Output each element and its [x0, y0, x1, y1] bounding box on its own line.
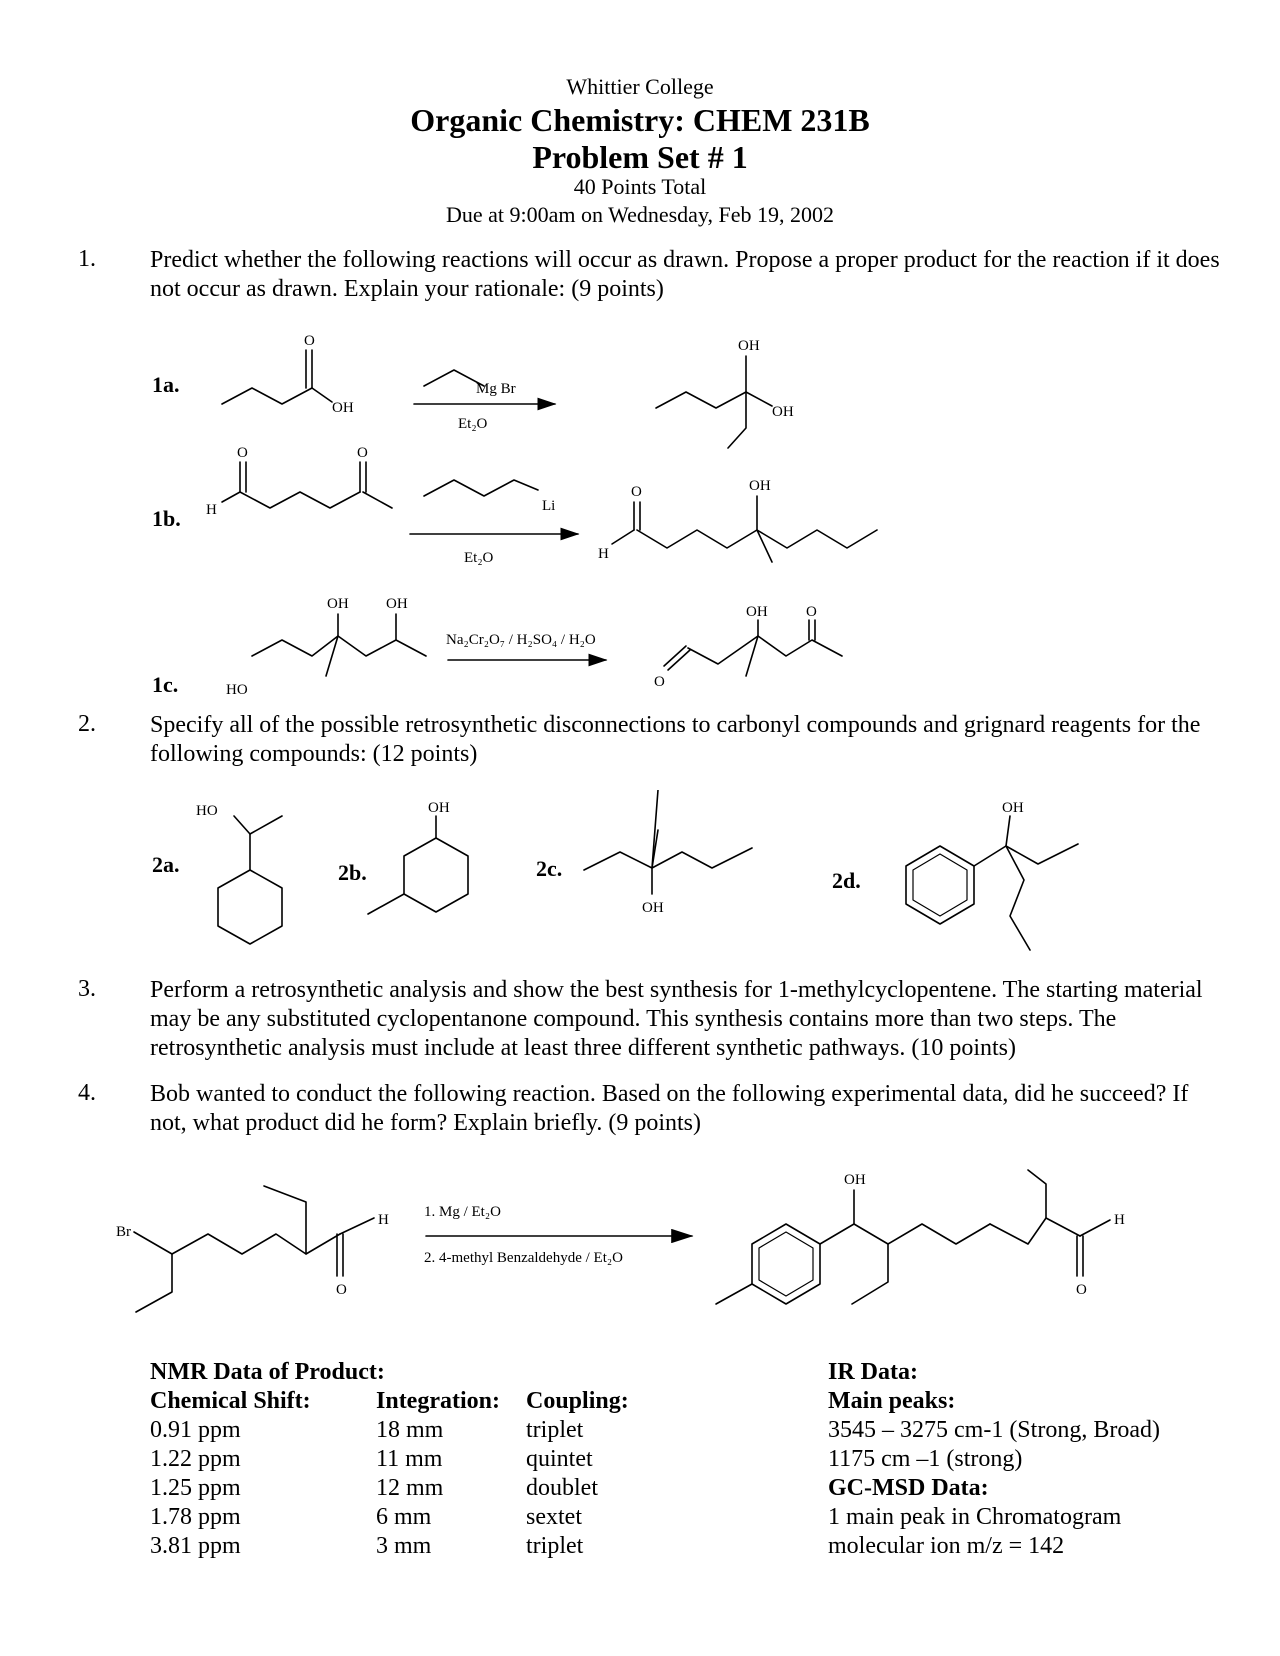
label-1c: 1c.	[152, 672, 179, 697]
structure-1b-reactant	[206, 445, 392, 518]
ho-label: HO	[196, 803, 218, 819]
oh-label: OH	[738, 338, 760, 354]
ho-label: HO	[226, 682, 248, 698]
problem-set-title: Problem Set # 1	[532, 139, 748, 175]
question-1-structures	[0, 330, 1280, 710]
structure-1c-product	[654, 604, 842, 690]
nmr-integration-3: 12 mm	[376, 1475, 444, 1501]
h-label: H	[378, 1212, 389, 1228]
oh-label: OH	[746, 604, 768, 620]
gc-line-2: molecular ion m/z = 142	[828, 1533, 1065, 1559]
question-2-structures	[0, 790, 1280, 960]
gc-title: GC-MSD Data:	[828, 1475, 989, 1501]
solvent-label: Et₂O	[464, 550, 494, 566]
oh-label: OH	[749, 478, 771, 494]
oh-label: OH	[772, 404, 794, 420]
structure-1a-reactant	[222, 333, 354, 416]
nmr-header-integration: Integration:	[376, 1388, 500, 1414]
oh-label: OH	[327, 596, 349, 612]
oxygen-label: O	[654, 674, 665, 690]
question-2-number: 2.	[78, 711, 96, 737]
oxygen-label: O	[1076, 1282, 1087, 1298]
question-4-structures	[0, 1140, 1280, 1320]
lithium-label: Li	[542, 498, 556, 514]
oxygen-label: O	[806, 604, 817, 620]
question-4-number: 4.	[78, 1080, 96, 1106]
structure-1b-reagent	[410, 480, 578, 566]
h-label: H	[1114, 1212, 1125, 1228]
grignard-label: Mg Br	[476, 381, 516, 397]
oxygen-label: O	[631, 484, 642, 500]
nmr-title: NMR Data of Product:	[150, 1359, 385, 1385]
structure-2d	[906, 800, 1078, 950]
nmr-shift-5: 3.81 ppm	[150, 1533, 241, 1559]
structure-1a-product	[656, 338, 794, 448]
nmr-coupling-1: triplet	[526, 1417, 584, 1443]
ir-title: IR Data:	[828, 1359, 918, 1385]
points-total: 40 Points Total	[573, 174, 707, 199]
nmr-integration-4: 6 mm	[376, 1504, 432, 1530]
nmr-integration-5: 3 mm	[376, 1533, 432, 1559]
nmr-header-shift: Chemical Shift:	[150, 1388, 311, 1414]
nmr-shift-4: 1.78 ppm	[150, 1504, 241, 1530]
nmr-shift-3: 1.25 ppm	[150, 1475, 241, 1501]
gc-line-1: 1 main peak in Chromatogram	[828, 1504, 1122, 1530]
nmr-coupling-5: triplet	[526, 1533, 584, 1559]
structure-1c-reagent	[446, 632, 606, 660]
oh-label: OH	[844, 1172, 866, 1188]
oxygen-label: O	[357, 445, 368, 461]
ir-peak-1: 3545 – 3275 cm-1 (Strong, Broad)	[828, 1417, 1160, 1443]
structure-4-product	[716, 1170, 1125, 1304]
label-2c: 2c.	[536, 856, 563, 881]
nmr-integration-1: 18 mm	[376, 1417, 444, 1443]
oxygen-label: O	[237, 445, 248, 461]
label-2a: 2a.	[152, 852, 180, 877]
label-1a: 1a.	[152, 372, 180, 397]
question-3-text: Perform a retrosynthetic analysis and show the best synthesis for 1-methylcyclopentene. The starting material may be any substituted cyclopentanone compound. This synthesis contains more than two steps. The retrosynthetic analysis must include at least three different synthetic pathways. (10 points)	[150, 977, 1203, 1061]
oxygen-label: O	[336, 1282, 347, 1298]
structure-2c	[584, 790, 752, 916]
nmr-coupling-2: quintet	[526, 1446, 593, 1472]
ir-peak-2: 1175 cm –1 (strong)	[828, 1446, 1023, 1472]
oh-label: OH	[428, 800, 450, 816]
label-2d: 2d.	[832, 868, 861, 893]
nmr-shift-2: 1.22 ppm	[150, 1446, 241, 1472]
question-2-text: Specify all of the possible retrosynthetic disconnections to carbonyl compounds and grignard reagents for the following compounds: (12 points)	[150, 712, 1201, 767]
nmr-shift-1: 0.91 ppm	[150, 1417, 241, 1443]
structure-1a-reagent	[414, 370, 555, 432]
oxidant-label: Na₂Cr₂O₇ / H₂SO₄ / H₂O	[446, 632, 596, 648]
oh-label: OH	[1002, 800, 1024, 816]
ir-main-peaks: Main peaks:	[828, 1388, 956, 1414]
structure-2a	[196, 803, 282, 944]
college-name: Whittier College	[566, 74, 714, 99]
question-3-number: 3.	[78, 976, 96, 1002]
due-date: Due at 9:00am on Wednesday, Feb 19, 2002	[445, 202, 835, 227]
step-1-label: 1. Mg / Et₂O	[424, 1204, 501, 1220]
oh-label: OH	[386, 596, 408, 612]
nmr-coupling-4: sextet	[526, 1504, 582, 1530]
oh-label: OH	[642, 900, 664, 916]
bromine-label: Br	[116, 1224, 131, 1240]
nmr-coupling-3: doublet	[526, 1475, 598, 1501]
structure-2b	[368, 800, 468, 914]
structure-1c-reactant	[226, 596, 426, 698]
question-4-text: Bob wanted to conduct the following reaction. Based on the following experimental data, did he succeed? If not, what product did he form? Explain briefly. (9 points)	[150, 1081, 1189, 1136]
step-2-label: 2. 4-methyl Benzaldehyde / Et₂O	[424, 1250, 623, 1266]
question-1-number: 1.	[78, 246, 96, 272]
nmr-header-coupling: Coupling:	[526, 1388, 629, 1414]
question-1-text: Predict whether the following reactions will occur as drawn. Propose a proper product for the reaction if it does not occur as drawn. Explain your rationale: (9 points)	[150, 247, 1220, 302]
solvent-label: Et₂O	[458, 416, 488, 432]
label-2b: 2b.	[338, 860, 367, 885]
course-title: Organic Chemistry: CHEM 231B	[410, 102, 870, 138]
h-label: H	[206, 502, 217, 518]
structure-4-reactant	[116, 1186, 389, 1312]
h-label: H	[598, 546, 609, 562]
label-1b: 1b.	[152, 506, 181, 531]
structure-1b-product	[598, 478, 877, 562]
nmr-integration-2: 11 mm	[376, 1446, 443, 1472]
oxygen-label: O	[304, 333, 315, 349]
structure-4-reagents	[424, 1204, 692, 1266]
oh-label: OH	[332, 400, 354, 416]
